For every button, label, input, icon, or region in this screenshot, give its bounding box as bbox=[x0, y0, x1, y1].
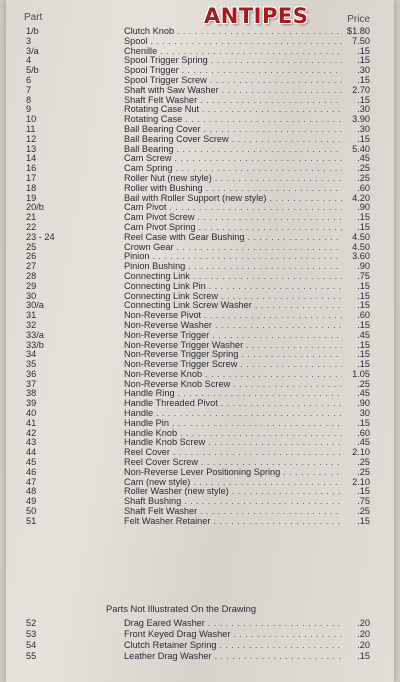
part-row bbox=[6, 135, 394, 145]
part-price: .20 bbox=[357, 640, 370, 650]
part-price: .90 bbox=[357, 398, 370, 409]
part-description: Cam Spring . . . bbox=[124, 164, 342, 174]
part-description: Shaft Bushing . . . bbox=[124, 497, 342, 507]
part-description: Reel Cover Screw . . . bbox=[124, 458, 342, 468]
part-number: 30/a bbox=[26, 300, 44, 311]
part-description: Roller Washer (new style) . . . bbox=[124, 487, 342, 497]
part-description: Rotating Case Nut . . . bbox=[124, 105, 342, 115]
part-number: 16 bbox=[26, 163, 37, 174]
part-price: .15 bbox=[357, 290, 370, 301]
part-price: .75 bbox=[357, 270, 370, 281]
part-row bbox=[6, 380, 394, 390]
part-price: .90 bbox=[357, 261, 370, 272]
part-description: Non-Reverse Trigger Washer . . . bbox=[124, 341, 342, 351]
part-price: .75 bbox=[357, 496, 370, 507]
part-description: Cam Pivot Screw . . . bbox=[124, 213, 342, 223]
part-number: 44 bbox=[26, 447, 37, 458]
part-row bbox=[6, 76, 394, 86]
part-number: 26 bbox=[26, 251, 37, 262]
part-number: 27 bbox=[26, 261, 37, 272]
part-description: Non-Reverse Pivot . . . bbox=[124, 311, 342, 321]
part-row bbox=[6, 262, 394, 272]
part-price: .25 bbox=[357, 378, 370, 389]
part-row bbox=[6, 164, 394, 174]
part-row bbox=[6, 145, 394, 155]
part-description: Handle Pin . . . bbox=[124, 419, 342, 429]
part-price: 2.10 bbox=[352, 447, 370, 458]
part-description: Bail with Roller Support (new style) . . . bbox=[124, 194, 342, 204]
part-number: 12 bbox=[26, 133, 37, 144]
part-row bbox=[6, 301, 394, 311]
part-number: 23 - 24 bbox=[26, 231, 55, 242]
part-price: .20 bbox=[357, 618, 370, 628]
part-row bbox=[6, 194, 394, 204]
part-row bbox=[6, 86, 394, 96]
part-row bbox=[6, 350, 394, 360]
part-number: 52 bbox=[26, 618, 37, 628]
part-number: 29 bbox=[26, 280, 37, 291]
part-row bbox=[6, 243, 394, 253]
part-number: 28 bbox=[26, 270, 37, 281]
part-number: 9 bbox=[26, 104, 32, 115]
part-price: .15 bbox=[357, 133, 370, 144]
part-price: 2.10 bbox=[352, 476, 370, 487]
part-description: Pinion . . . bbox=[124, 252, 342, 262]
part-description: Non-Reverse Knob Screw . . . bbox=[124, 380, 342, 390]
part-description: Non-Reverse Washer . . . bbox=[124, 321, 342, 331]
part-number: 55 bbox=[26, 651, 37, 661]
part-row bbox=[6, 272, 394, 282]
part-number: 30 bbox=[26, 290, 37, 301]
part-row bbox=[6, 448, 394, 458]
part-description: Connecting Link Screw . . . bbox=[124, 292, 342, 302]
part-row bbox=[6, 174, 394, 184]
part-row bbox=[6, 154, 394, 164]
part-number: 46 bbox=[26, 466, 37, 477]
part-row bbox=[6, 419, 394, 429]
part-price: 30 bbox=[359, 408, 370, 419]
part-description: Non-Reverse Lever Positioning Spring . . . bbox=[124, 468, 342, 478]
part-price: .15 bbox=[357, 486, 370, 497]
part-description: Shaft with Saw Washer . . . bbox=[124, 86, 342, 96]
part-row bbox=[6, 37, 394, 47]
part-price: .30 bbox=[357, 123, 370, 134]
part-price: .15 bbox=[357, 349, 370, 360]
part-description: Leather Drag Washer . . . bbox=[124, 651, 342, 662]
part-row bbox=[6, 282, 394, 292]
part-description: Non-Reverse Trigger Screw . . . bbox=[124, 360, 342, 370]
part-number: 31 bbox=[26, 310, 37, 321]
part-price: 3.60 bbox=[352, 251, 370, 262]
part-number: 14 bbox=[26, 153, 37, 164]
part-description: Handle . . . bbox=[124, 409, 342, 419]
part-row bbox=[6, 399, 394, 409]
part-description: Cam Pivot Spring . . . bbox=[124, 223, 342, 233]
part-number: 43 bbox=[26, 437, 37, 448]
part-price: 1.05 bbox=[352, 368, 370, 379]
part-price: .15 bbox=[357, 280, 370, 291]
part-number: 54 bbox=[26, 640, 37, 650]
part-price: .25 bbox=[357, 466, 370, 477]
part-price: .45 bbox=[357, 437, 370, 448]
part-description: Drag Eared Washer . . . bbox=[124, 618, 342, 629]
part-row bbox=[6, 370, 394, 380]
part-number: 20/b bbox=[26, 202, 44, 213]
part-description: Reel Cover . . . bbox=[124, 448, 342, 458]
part-row bbox=[6, 478, 394, 488]
part-price: .15 bbox=[357, 651, 370, 661]
part-price: .90 bbox=[357, 202, 370, 213]
extra-parts-list bbox=[6, 618, 394, 662]
part-row bbox=[6, 629, 394, 640]
part-row bbox=[6, 429, 394, 439]
part-description: Crown Gear . . . bbox=[124, 243, 342, 253]
part-description: Handle Knob Screw . . . bbox=[124, 438, 342, 448]
part-description: Reel Case with Gear Bushing . . . bbox=[124, 233, 342, 243]
part-number: 49 bbox=[26, 496, 37, 507]
part-row bbox=[6, 27, 394, 37]
part-description: Rotating Case . . . bbox=[124, 115, 342, 125]
price-column-header: Price bbox=[347, 14, 370, 25]
part-row bbox=[6, 213, 394, 223]
part-price: .60 bbox=[357, 182, 370, 193]
part-description: Ball Bearing Cover Screw . . . bbox=[124, 135, 342, 145]
part-row bbox=[6, 203, 394, 213]
part-price: $1.80 bbox=[347, 26, 370, 36]
part-number: 19 bbox=[26, 192, 37, 203]
part-number: 11 bbox=[26, 123, 36, 134]
part-number: 33/a bbox=[26, 329, 44, 340]
parts-list bbox=[6, 27, 394, 527]
part-description: Front Keyed Drag Washer . . . bbox=[124, 629, 342, 640]
part-price: .15 bbox=[357, 417, 370, 428]
part-description: Connecting Link Screw Washer . . . bbox=[124, 301, 342, 311]
part-price: .25 bbox=[357, 506, 370, 517]
part-price: .15 bbox=[357, 319, 370, 330]
part-description: Connecting Link . . . bbox=[124, 272, 342, 282]
part-number: 21 bbox=[26, 212, 37, 223]
part-number: 47 bbox=[26, 476, 37, 487]
part-row bbox=[6, 651, 394, 662]
part-price: .45 bbox=[357, 388, 370, 399]
part-price: 4.50 bbox=[352, 231, 370, 242]
part-row bbox=[6, 47, 394, 57]
part-number: 10 bbox=[26, 114, 37, 125]
part-number: 41 bbox=[26, 417, 37, 428]
part-number: 1/b bbox=[26, 26, 39, 36]
part-description: Ball Bearing . . . bbox=[124, 145, 342, 155]
part-price: .30 bbox=[357, 65, 370, 76]
part-price: .15 bbox=[357, 55, 370, 66]
part-price: .30 bbox=[357, 104, 370, 115]
part-row bbox=[6, 507, 394, 517]
part-row bbox=[6, 438, 394, 448]
part-row bbox=[6, 409, 394, 419]
part-description: Cam (new style) . . . bbox=[124, 478, 342, 488]
watermark-logo: ANTIPES bbox=[204, 4, 309, 28]
part-number: 4 bbox=[26, 55, 32, 66]
part-row bbox=[6, 105, 394, 115]
part-number: 5/b bbox=[26, 65, 39, 76]
part-description: Non-Reverse Knob . . . bbox=[124, 370, 342, 380]
part-number: 48 bbox=[26, 486, 37, 497]
part-description: Non-Reverse Trigger Spring . . . bbox=[124, 350, 342, 360]
part-number: 25 bbox=[26, 241, 37, 252]
part-description: Chenille . . . bbox=[124, 47, 342, 57]
sheet-header bbox=[6, 6, 394, 28]
part-price: .60 bbox=[357, 310, 370, 321]
part-number: 32 bbox=[26, 319, 37, 330]
part-price: .15 bbox=[357, 74, 370, 85]
part-price: 4.50 bbox=[352, 241, 370, 252]
part-price: 3.90 bbox=[352, 114, 370, 125]
part-row bbox=[6, 618, 394, 629]
part-number: 37 bbox=[26, 378, 37, 389]
part-row bbox=[6, 311, 394, 321]
part-description: Felt Washer Retainer . . . bbox=[124, 517, 342, 527]
part-row bbox=[6, 360, 394, 370]
part-description: Spool Trigger Spring . . . bbox=[124, 56, 342, 66]
part-description: Spool Trigger Screw . . . bbox=[124, 76, 342, 86]
part-price: .15 bbox=[357, 339, 370, 350]
part-price: .45 bbox=[357, 329, 370, 340]
part-number: 35 bbox=[26, 359, 37, 370]
part-number: 36 bbox=[26, 368, 37, 379]
part-description: Cam Pivot . . . bbox=[124, 203, 342, 213]
part-number: 17 bbox=[26, 172, 37, 183]
part-number: 33/b bbox=[26, 339, 44, 350]
part-description: Non-Reverse Trigger . . . bbox=[124, 331, 342, 341]
part-number: 53 bbox=[26, 629, 37, 639]
part-row bbox=[6, 331, 394, 341]
part-description: Ball Bearing Cover . . . bbox=[124, 125, 342, 135]
part-price: .15 bbox=[357, 515, 370, 526]
part-price: .25 bbox=[357, 163, 370, 174]
part-row bbox=[6, 233, 394, 243]
part-price: 5.40 bbox=[352, 143, 370, 154]
part-price: .15 bbox=[357, 221, 370, 232]
part-row bbox=[6, 66, 394, 76]
part-price: .15 bbox=[357, 300, 370, 311]
part-number: 18 bbox=[26, 182, 37, 193]
part-row bbox=[6, 223, 394, 233]
part-number: 6 bbox=[26, 74, 32, 85]
part-number: 13 bbox=[26, 143, 37, 154]
part-description: Clutch Retainer Spring . . . bbox=[124, 640, 342, 651]
part-price: .25 bbox=[357, 172, 370, 183]
part-row bbox=[6, 517, 394, 527]
part-row bbox=[6, 487, 394, 497]
part-row bbox=[6, 184, 394, 194]
part-price: .60 bbox=[357, 427, 370, 438]
part-number: 22 bbox=[26, 221, 37, 232]
part-price: 4.20 bbox=[352, 192, 370, 203]
part-row bbox=[6, 321, 394, 331]
part-price: .15 bbox=[357, 45, 370, 56]
part-description: Roller Nut (new style) . . . bbox=[124, 174, 342, 184]
part-description: Spool Trigger . . . bbox=[124, 66, 342, 76]
part-description: Spool . . . bbox=[124, 37, 342, 47]
part-row bbox=[6, 292, 394, 302]
part-number: 38 bbox=[26, 388, 37, 399]
section-heading: Parts Not Illustrated On the Drawing bbox=[106, 603, 257, 614]
part-price: .20 bbox=[357, 629, 370, 639]
part-description: Shaft Felt Washer . . . bbox=[124, 96, 342, 106]
part-description: Roller with Bushing . . . bbox=[124, 184, 342, 194]
parts-price-sheet bbox=[6, 0, 394, 682]
part-number: 42 bbox=[26, 427, 37, 438]
part-price: .15 bbox=[357, 359, 370, 370]
part-row bbox=[6, 96, 394, 106]
part-row bbox=[6, 125, 394, 135]
part-row bbox=[6, 341, 394, 351]
part-number: 3 bbox=[26, 35, 32, 46]
part-price: 7.50 bbox=[352, 35, 370, 46]
part-row bbox=[6, 640, 394, 651]
part-number: 45 bbox=[26, 457, 37, 468]
part-column-header: Part bbox=[24, 12, 43, 23]
part-row bbox=[6, 115, 394, 125]
part-price: 2.70 bbox=[352, 84, 370, 95]
part-number: 39 bbox=[26, 398, 37, 409]
part-row bbox=[6, 468, 394, 478]
part-number: 7 bbox=[26, 84, 32, 95]
part-description: Connecting Link Pin . . . bbox=[124, 282, 342, 292]
part-description: Handle Knob . . . bbox=[124, 429, 342, 439]
part-row bbox=[6, 497, 394, 507]
part-price: .45 bbox=[357, 153, 370, 164]
part-description: Handle Threaded Pivot . . . bbox=[124, 399, 342, 409]
part-row bbox=[6, 458, 394, 468]
part-row bbox=[6, 56, 394, 66]
part-price: .15 bbox=[357, 212, 370, 223]
part-number: 3/a bbox=[26, 45, 39, 56]
part-description: Cam Screw . . . bbox=[124, 154, 342, 164]
part-number: 40 bbox=[26, 408, 37, 419]
part-number: 8 bbox=[26, 94, 32, 105]
part-description: Pinion Bushing . . . bbox=[124, 262, 342, 272]
part-row bbox=[6, 252, 394, 262]
part-description: Clutch Knob . . . bbox=[124, 27, 342, 37]
part-row bbox=[6, 389, 394, 399]
part-description: Shaft Felt Washer . . . bbox=[124, 507, 342, 517]
part-price: .25 bbox=[357, 457, 370, 468]
part-description: Handle Ring . . . bbox=[124, 389, 342, 399]
part-price: .15 bbox=[357, 94, 370, 105]
part-number: 51 bbox=[26, 515, 37, 526]
part-number: 34 bbox=[26, 349, 37, 360]
part-number: 50 bbox=[26, 506, 37, 517]
